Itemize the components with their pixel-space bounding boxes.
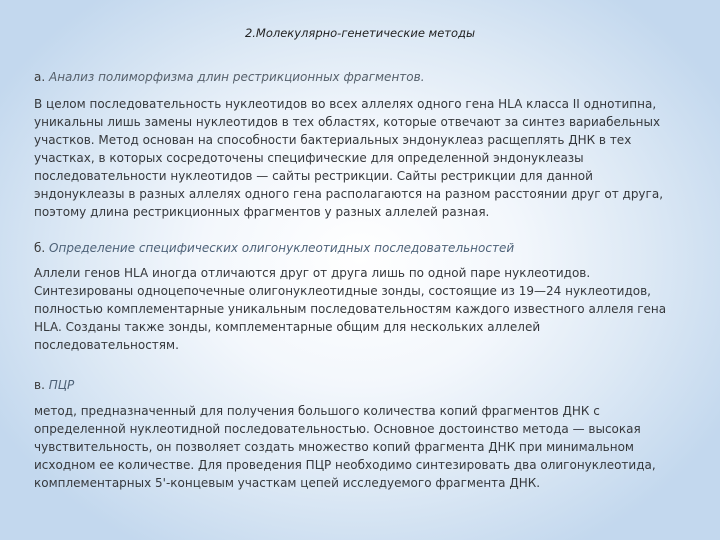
section-a-marker: а. — [34, 70, 46, 84]
text-line: комплементарных 5'-концевым участкам цепей исследуемого фрагмента ДНК. — [34, 476, 541, 490]
section-c-marker: в. — [34, 378, 45, 392]
section-b-marker: б. — [34, 241, 46, 255]
text-line: последовательности нуклеотидов — сайты рестрикции. Сайты рестрикции для данной — [34, 169, 593, 183]
text-line: участках, в которых сосредоточены специфические для определенной эндонуклеазы — [34, 151, 584, 165]
text-line: исходном ее количестве. Для проведения ПЦР необходимо синтезировать два олигонуклеотида, — [34, 458, 656, 472]
section-c-text — [34, 402, 699, 492]
text-line: определенной нуклеотидной последовательностью. Основное достоинство метода — высокая — [34, 422, 641, 436]
section-a-heading — [34, 70, 425, 84]
text-line: HLA. Созданы также зонды, комплементарные общим для нескольких аллелей — [34, 320, 541, 334]
text-line: метод, предназначенный для получения большого количества копий фрагментов ДНК с — [34, 404, 600, 418]
text-line: Аллели генов HLA иногда отличаются друг от друга лишь по одной паре нуклеотидов. — [34, 266, 591, 280]
text-line: последовательностям. — [34, 338, 179, 352]
text-line: В целом последовательность нуклеотидов во всех аллелях одного гена HLA класса II однотипна, — [34, 97, 657, 111]
section-a-title: Анализ полиморфизма длин рестрикционных фрагментов. — [49, 70, 425, 84]
section-b-heading — [34, 241, 514, 255]
text-line: чувствительность, он позволяет создать множество копий фрагмента ДНК при минимальном — [34, 440, 634, 454]
text-line: участков. Метод основан на способности бактериальных эндонуклеаз расщеплять ДНК в тех — [34, 133, 632, 147]
section-c-heading — [34, 378, 74, 392]
text-line: поэтому длина рестрикционных фрагментов у разных аллелей разная. — [34, 205, 490, 219]
section-a-text — [34, 95, 699, 221]
section-b-text — [34, 264, 699, 354]
text-line: полностью комплементарные уникальным последовательностям каждого известного аллеля гена — [34, 302, 667, 316]
text-line: Синтезированы одноцепочечные олигонуклеотидные зонды, состоящие из 19—24 нуклеотидов, — [34, 284, 651, 298]
text-line: уникальны лишь замены нуклеотидов в тех областях, которые отвечают за синтез вариабельных — [34, 115, 661, 129]
section-c-title: ПЦР — [48, 378, 75, 392]
slide-title: 2.Молекулярно-генетические методы — [244, 26, 476, 40]
text-line: эндонуклеазы в разных аллелях одного гена располагаются на разном расстоянии друг от друга, — [34, 187, 664, 201]
section-b-title: Определение специфических олигонуклеотидных последовательностей — [49, 241, 515, 255]
